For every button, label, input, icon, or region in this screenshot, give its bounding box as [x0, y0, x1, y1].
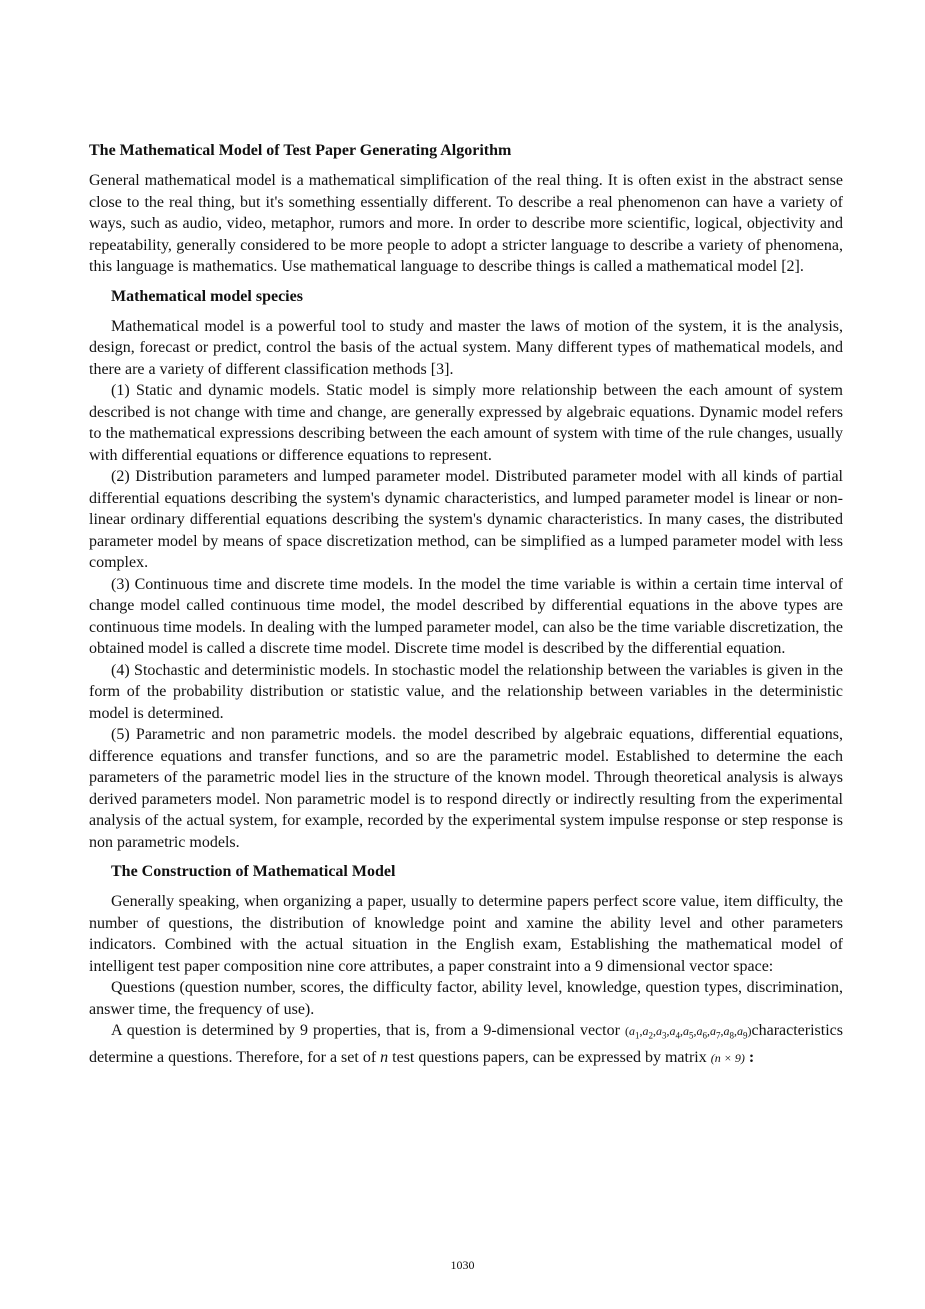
paragraph-organizing-paper: Generally speaking, when organizing a paper, usually to determine papers perfect score value, item difficulty, the number of questions, the distribution of knowledge point and xamine the ability level and other parameters indicators. Combined with the actual situation in the English exam, Establishing the mathematical model of intelligent test paper composition nine core attributes, a paper constraint into a 9 dimensional vector space: [89, 893, 843, 975]
paragraph-questions-attributes: Questions (question number, scores, the difficulty factor, ability level, knowledge, question types, discrimination, answer time, the frequency of use). [89, 979, 843, 1018]
vector-term-subscript: 5 [689, 1030, 694, 1041]
vector-term-a5 [683, 1024, 694, 1041]
vector-term-variable: a [683, 1024, 689, 1038]
vector-comma: , [639, 1024, 643, 1038]
paragraph-stochastic-deterministic: (4) Stochastic and deterministic models. In stochastic model the relationship between the variables is given in the form of the probability distribution or statistic value, and the relationship between variables in the deterministic model is determined. [89, 661, 843, 722]
vector-term-variable: a [669, 1024, 676, 1038]
vector-comma: , [707, 1024, 710, 1038]
vector-close-paren: ) [747, 1024, 752, 1038]
attribute-vector [629, 1024, 748, 1041]
vector-open-paren: ( [625, 1024, 629, 1038]
vector-term-variable: a [629, 1024, 635, 1038]
paragraph-static-dynamic: (1) Static and dynamic models. Static model is simply more relationship between the each amount of system described is not change with time and change, are generally expressed by algebraic equations. Dynamic model refers to the mathematical expressions describing between the each amount of system with time of the rule changes, usually with differential equations or difference equations to represent. [89, 382, 843, 464]
vector-comma: , [720, 1024, 724, 1038]
vector-comma: , [693, 1024, 697, 1038]
vector-comma: , [680, 1024, 683, 1038]
vector-term-subscript: 2 [648, 1030, 653, 1041]
vector-term-subscript: 4 [675, 1030, 680, 1041]
paragraph-vector-matrix [89, 1020, 843, 1069]
section-heading-test-paper-model: The Mathematical Model of Test Paper Generating Algorithm [89, 142, 512, 159]
vector-term-variable: a [656, 1024, 662, 1038]
vector-term-subscript: 7 [716, 1030, 721, 1041]
vector-term-a7 [710, 1024, 721, 1041]
vector-term-a2 [642, 1024, 654, 1041]
vector-term-a3 [656, 1024, 667, 1041]
paragraph-model-tool: Mathematical model is a powerful tool to study and master the laws of motion of the system, it is the analysis, design, forecast or predict, control the basis of the actual system. Many different types of mathematical models, and there are a variety of different classification methods [3]. [89, 317, 843, 378]
vector-term-a8 [723, 1024, 735, 1041]
vector-comma: , [666, 1024, 670, 1038]
vector-term-a4 [669, 1024, 681, 1041]
subsection-heading-construction: The Construction of Mathematical Model [111, 863, 396, 880]
vector-term-variable: a [723, 1024, 730, 1038]
vector-term-variable: a [696, 1024, 703, 1038]
paragraph-distributed-lumped: (2) Distribution parameters and lumped parameter model. Distributed parameter model with all kinds of partial differential equations describing the system's dynamic characteristics, and lumped parameter model is linear or non-linear ordinary differential equations describing the system's dynamic characteristics. In many cases, the distributed parameter model by means of space discretization method, can be simplified as a lumped parameter model with less complex. [89, 468, 843, 571]
vector-term-subscript: 3 [662, 1030, 667, 1041]
intro-paragraph: General mathematical model is a mathematical simplification of the real thing. It is often exist in the abstract sense close to the real thing, but it's something essentially different. To describe a real phenomenon can have a variety of ways, such as audio, video, metaphor, rumors and more. In order to describe more scientific, logical, objectivity and repeatability, generally considered to be more people to adopt a stricter language to describe a variety of phenomena, this language is mathematics. Use mathematical language to describe things is called a mathematical model [2]. [89, 172, 843, 275]
paragraph-continuous-discrete: (3) Continuous time and discrete time models. In the model the time variable is within a certain time interval of change model called continuous time model, the model described by differential equations in the above types are continuous time models. In dealing with the lumped parameter model, can also be the time variable discretization, the obtained model is called a discrete time model. Discrete time model is described by the differential equation. [89, 575, 843, 657]
matrix-dimension: (n × 9) [710, 1050, 745, 1065]
vector-term-a9 [737, 1024, 748, 1041]
vector-comma: , [734, 1024, 737, 1038]
vector-term-a6 [696, 1024, 708, 1041]
vector-term-a1 [629, 1024, 640, 1041]
vector-term-variable: a [737, 1024, 743, 1038]
subsection-heading-model-species: Mathematical model species [111, 287, 303, 305]
vector-follow-text: characteristics determine a questions. Therefore, for a set of [89, 1022, 843, 1066]
page-number: 1030 [450, 1258, 475, 1272]
vector-term-variable: a [710, 1024, 716, 1038]
vector-term-subscript: 6 [702, 1030, 707, 1041]
page-body [89, 141, 843, 1069]
vector-lead-text: A question is determined by 9 properties, that is, from a 9-dimensional vector [111, 1022, 625, 1039]
vector-comma: , [653, 1024, 656, 1038]
trailing-colon: : [744, 1048, 755, 1066]
vector-term-variable: a [642, 1024, 649, 1038]
n-variable: n [380, 1048, 389, 1066]
vector-term-subscript: 1 [635, 1030, 640, 1041]
vector-term-subscript: 8 [729, 1030, 734, 1041]
matrix-lead-text: test questions papers, can be expressed by matrix [388, 1048, 711, 1066]
vector-term-subscript: 9 [743, 1030, 748, 1041]
paragraph-parametric: (5) Parametric and non parametric models. the model described by algebraic equations, differential equations, difference equations and transfer functions, and so are the parametric model. Established to determine the each parameters of the parametric model lies in the structure of the known model. Through theoretical analysis is always derived parameters model. Non parametric model is to respond directly or indirectly resulting from the experimental analysis of the actual system, for example, recorded by the experimental system impulse response or step response is non parametric models. [89, 726, 843, 851]
